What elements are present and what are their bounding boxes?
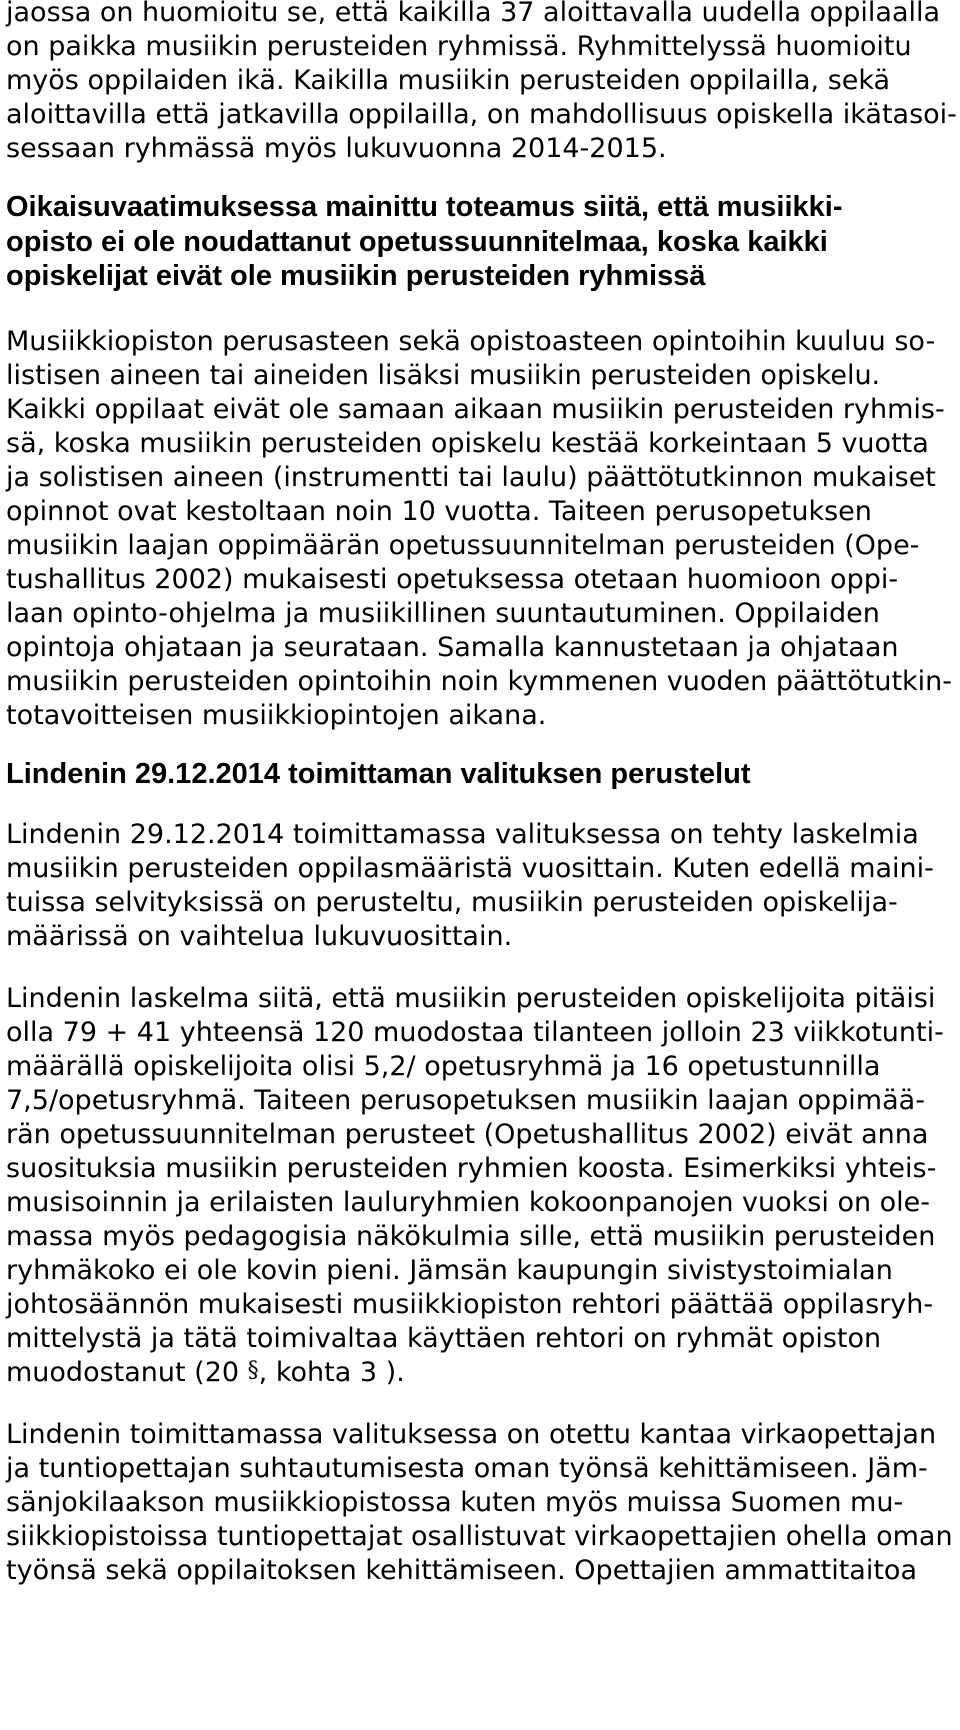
text-line: sessaan ryhmässä myös lukuvuonna 2014-2015. (6, 133, 667, 164)
section-sign: § (247, 1358, 259, 1383)
text-fragment: muodostanut (20 (6, 1357, 248, 1388)
text-line: Musiikkiopiston perusasteen sekä opistoasteen opintoihin kuuluu so- (6, 326, 936, 357)
text-line: siikkiopistoissa tuntiopettajat osallistuvat virkaopettajien ohella oman (6, 1521, 953, 1552)
text-line: aloittavilla että jatkavilla oppilailla, on mahdollisuus opiskella ikätasoi- (6, 99, 957, 130)
text-line: tuissa selvityksissä on perusteltu, musiikin perusteiden opiskelija- (6, 887, 898, 918)
text-line: suosituksia musiikin perusteiden ryhmien koosta. Esimerkiksi yhteis- (6, 1153, 937, 1184)
heading-line: opisto ei ole noudattanut opetussuunnitelmaa, koska kaikki (6, 226, 828, 258)
text-line: jaossa on huomioitu se, että kaikilla 37 aloittavalla uudella oppilaalla (6, 0, 941, 28)
text-line: ryhmäkoko ei ole kovin pieni. Jämsän kaupungin sivistystoimialan (6, 1255, 893, 1286)
text-line: rän opetussuunnitelman perusteet (Opetushallitus 2002) eivät anna (6, 1119, 929, 1150)
text-line-last (6, 1356, 405, 1392)
text-line: Lindenin laskelma siitä, että musiikin perusteiden opiskelijoita pitäisi (6, 983, 936, 1014)
text-line: ja tuntiopettajan suhtautumisesta oman työnsä kehittämiseen. Jäm- (6, 1453, 928, 1484)
heading-line: opiskelijat eivät ole musiikin perusteiden ryhmissä (6, 260, 706, 292)
text-line: sänjokilaakson musiikkiopistossa kuten myös muissa Suomen mu- (6, 1487, 904, 1518)
text-line: opintoja ohjataan ja seurataan. Samalla kannustetaan ja ohjataan (6, 632, 899, 663)
text-line: Lindenin toimittamassa valituksessa on otettu kantaa virkaopettajan (6, 1419, 937, 1450)
text-line: työnsä sekä oppilaitoksen kehittämiseen. Opettajien ammattitaitoa (6, 1555, 917, 1586)
text-line: musiikin laajan oppimäärän opetussuunnitelman perusteiden (Ope- (6, 530, 920, 561)
text-line: Kaikki oppilaat eivät ole samaan aikaan musiikin perusteiden ryhmis- (6, 394, 945, 425)
text-line: Lindenin 29.12.2014 toimittamassa valituksessa on tehty laskelmia (6, 819, 919, 850)
text-line: massa myös pedagogisia näkökulmia sille, että musiikin perusteiden (6, 1221, 936, 1252)
text-line: määrällä opiskelijoita olisi 5,2/ opetusryhmä ja 16 opetustunnilla (6, 1051, 881, 1082)
text-line: mittelystä ja tätä toimivaltaa käyttäen rehtori on ryhmät opiston (6, 1323, 882, 1354)
text-line: laan opinto-ohjelma ja musiikillinen suuntautuminen. Oppilaiden (6, 598, 880, 629)
text-line: listisen aineen tai aineiden lisäksi musiikin perusteiden opiskelu. (6, 360, 881, 391)
text-line: totavoitteisen musiikkiopintojen aikana. (6, 700, 547, 731)
text-line: ja solistisen aineen (instrumentti tai laulu) päättötutkinnon mukaiset (6, 462, 936, 493)
text-line: määrissä on vaihtelua lukuvuosittain. (6, 921, 513, 952)
heading-appeal: Lindenin 29.12.2014 toimittaman valituksen perustelut (6, 758, 751, 790)
text-line: opinnot ovat kestoltaan noin 10 vuotta. Taiteen perusopetuksen (6, 496, 872, 527)
text-line: johtosäännön mukaisesti musiikkiopiston rehtori päättää oppilasryh- (6, 1289, 934, 1320)
text-line: musiikin perusteiden oppilasmääristä vuosittain. Kuten edellä maini- (6, 853, 934, 884)
text-line: on paikka musiikin perusteiden ryhmissä. Ryhmittelyssä huomioitu (6, 31, 912, 62)
text-line: musiikin perusteiden opintoihin noin kymmenen vuoden päättötutkin- (6, 666, 953, 697)
text-line: musisoinnin ja erilaisten lauluryhmien kokoonpanojen vuoksi on ole- (6, 1187, 931, 1218)
text-line: sä, koska musiikin perusteiden opiskelu kestää korkeintaan 5 vuotta (6, 428, 929, 459)
text-fragment: , kohta 3 ). (258, 1357, 405, 1388)
text-line: tushallitus 2002) mukaisesti opetuksessa otetaan huomioon oppi- (6, 564, 899, 595)
text-line: olla 79 + 41 yhteensä 120 muodostaa tilanteen jolloin 23 viikkotunti- (6, 1017, 944, 1048)
text-line: 7,5/opetusryhmä. Taiteen perusopetuksen musiikin laajan oppimää- (6, 1085, 925, 1116)
text-line: myös oppilaiden ikä. Kaikilla musiikin perusteiden oppilailla, sekä (6, 65, 891, 96)
heading-line: Oikaisuvaatimuksessa mainittu toteamus siitä, että musiikki- (6, 191, 843, 223)
